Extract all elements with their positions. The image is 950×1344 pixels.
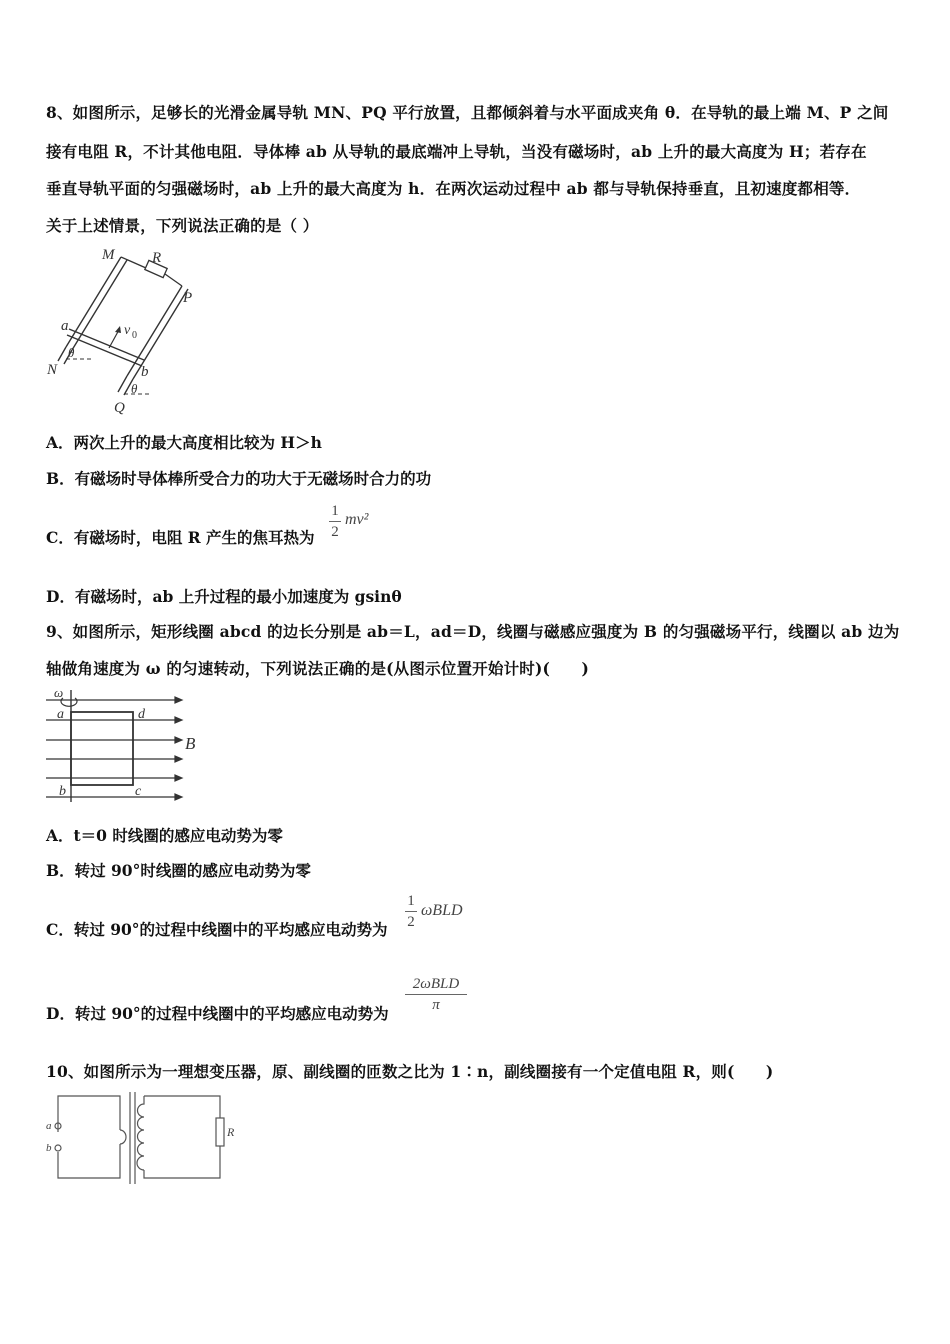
q8-option-c-fraction bbox=[329, 503, 341, 540]
q10-line-1: 10、如图所示为一理想变压器，原、副线圈的匝数之比为 1∶n，副线圈接有一个定值电阻 R，则( ) bbox=[46, 1062, 774, 1081]
q9-coil-figure bbox=[44, 684, 204, 806]
label-R: R bbox=[227, 1125, 235, 1139]
q8-option-c-expression: mv² bbox=[345, 511, 369, 528]
label-b: b bbox=[46, 1142, 52, 1154]
q8-line-2: 接有电阻 R，不计其他电阻．导体棒 ab 从导轨的最底端冲上导轨，当没有磁场时，ab 上升的最大高度为 H；若存在 bbox=[46, 142, 867, 161]
label-B: B bbox=[185, 734, 196, 753]
fraction-bar bbox=[405, 911, 417, 912]
q8-option-c: C．有磁场时，电阻 R 产生的焦耳热为 bbox=[46, 528, 315, 547]
fraction-bar bbox=[329, 521, 341, 522]
q9-option-d-fraction bbox=[405, 976, 467, 1013]
fraction-denominator: 2 bbox=[331, 524, 339, 540]
label-omega: ω bbox=[54, 685, 64, 700]
q9-line-1: 9、如图所示，矩形线圈 abcd 的边长分别是 ab＝L，ad＝D，线圈与磁感应强度为 B 的匀强磁场平行，线圈以 ab 边为 bbox=[46, 622, 900, 641]
fraction-denominator: π bbox=[432, 997, 440, 1013]
q8-line-4: 关于上述情景，下列说法正确的是（ ） bbox=[46, 216, 319, 235]
fraction-numerator: 1 bbox=[331, 503, 339, 519]
q8-option-a: A．两次上升的最大高度相比较为 H＞h bbox=[46, 433, 322, 452]
label-a: a bbox=[46, 1120, 52, 1132]
label-b: b bbox=[141, 364, 149, 380]
q9-option-c: C．转过 90°的过程中线圈中的平均感应电动势为 bbox=[46, 920, 388, 939]
label-v0: v bbox=[124, 323, 131, 338]
q8-option-b: B．有磁场时导体棒所受合力的功大于无磁场时合力的功 bbox=[46, 469, 432, 488]
fraction-denominator: 2 bbox=[407, 914, 415, 930]
q8-option-d: D．有磁场时，ab 上升过程的最小加速度为 gsinθ bbox=[46, 587, 402, 606]
q9-option-b: B．转过 90°时线圈的感应电动势为零 bbox=[46, 861, 311, 880]
q8-rail-figure bbox=[44, 244, 214, 418]
q9-option-d: D．转过 90°的过程中线圈中的平均感应电动势为 bbox=[46, 1004, 389, 1023]
q9-line-2: 轴做角速度为 ω 的匀速转动，下列说法正确的是(从图示位置开始计时)( ) bbox=[46, 659, 589, 678]
label-theta-1: θ bbox=[68, 345, 75, 360]
label-v0-sub: 0 bbox=[132, 330, 137, 341]
q8-line-3: 垂直导轨平面的匀强磁场时，ab 上升的最大高度为 h．在两次运动过程中 ab 都与导轨保持垂直，且初速度都相等． bbox=[46, 179, 861, 198]
label-R: R bbox=[152, 250, 162, 266]
q9-option-c-expression: ωBLD bbox=[421, 902, 463, 919]
q8-line-1: 8、如图所示，足够长的光滑金属导轨 MN、PQ 平行放置，且都倾斜着与水平面成夹角 θ．在导轨的最上端 M、P 之间 bbox=[46, 103, 889, 122]
label-theta-2: θ bbox=[131, 381, 138, 396]
label-b: b bbox=[59, 784, 66, 799]
fraction-numerator: 1 bbox=[407, 893, 415, 909]
label-N: N bbox=[47, 362, 58, 378]
label-d: d bbox=[138, 707, 145, 722]
fraction-numerator: 2ωBLD bbox=[412, 976, 460, 992]
label-a: a bbox=[61, 318, 69, 334]
label-a: a bbox=[57, 707, 64, 722]
q10-transformer-figure bbox=[44, 1090, 244, 1186]
label-M: M bbox=[102, 247, 115, 263]
q9-option-c-fraction bbox=[405, 893, 417, 930]
label-P: P bbox=[183, 290, 193, 306]
label-Q: Q bbox=[114, 400, 125, 416]
label-c: c bbox=[135, 784, 142, 799]
fraction-bar bbox=[405, 994, 467, 995]
q9-option-a: A．t＝0 时线圈的感应电动势为零 bbox=[46, 826, 283, 845]
